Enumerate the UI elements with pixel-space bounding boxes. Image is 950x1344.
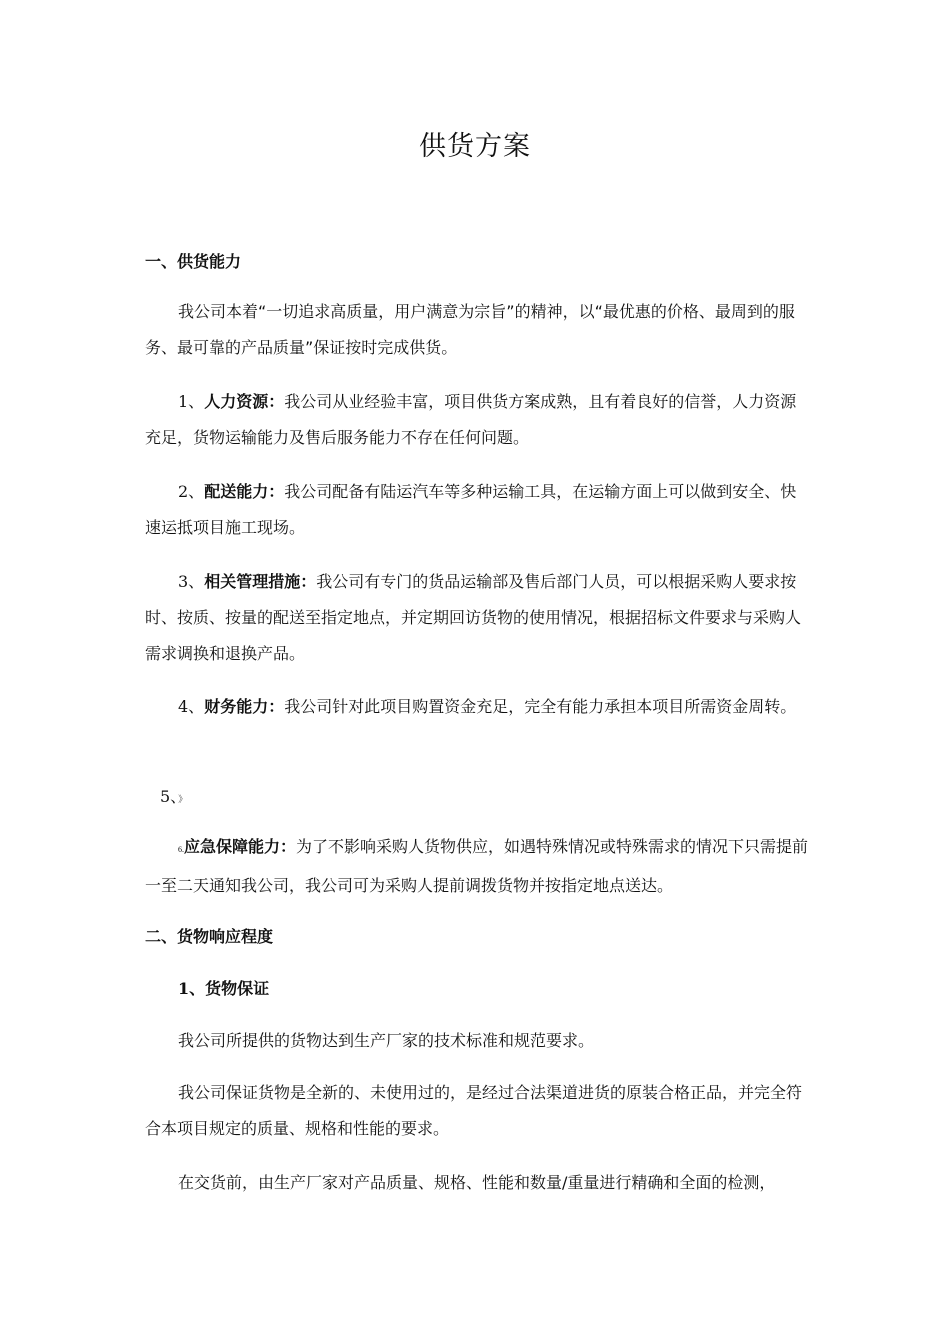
item-text: 我公司针对此项目购置资金充足，完全有能力承担本项目所需资金周转。 bbox=[284, 697, 797, 716]
section2-sub1 bbox=[145, 971, 810, 1007]
item-label: 相关管理措施： bbox=[204, 572, 317, 591]
supply-item-5 bbox=[160, 779, 825, 817]
item-number: 1、 bbox=[178, 979, 206, 998]
item-number: 1、 bbox=[178, 392, 205, 411]
item-text: 为了不影响采购人货物供应，如遇特殊情况或特殊需求的情况下只需提前一至二天通知我公司，我公司可为采购人提前调拨货物并按指定地点送达。 bbox=[145, 837, 809, 895]
section2-paragraph-3: 在交货前，由生产厂家对产品质量、规格、性能和数量/重量进行精确和全面的检测， bbox=[178, 1173, 776, 1192]
item-number: 6. bbox=[178, 845, 184, 854]
item-number: 4、 bbox=[178, 697, 205, 716]
supply-item-6 bbox=[145, 829, 810, 904]
section2-heading: 二、货物响应程度 bbox=[145, 927, 274, 946]
item-mark: 》 bbox=[178, 794, 188, 804]
item-number: 3、 bbox=[178, 572, 205, 591]
section2-paragraph-2: 我公司保证货物是全新的、未使用过的，是经过合法渠道进货的原装合格正品，并完全符合本项目规定的质量、规格和性能的要求。 bbox=[145, 1083, 803, 1138]
section2-paragraph-1: 我公司所提供的货物达到生产厂家的技术标准和规范要求。 bbox=[178, 1031, 595, 1050]
supply-item-1 bbox=[145, 384, 810, 456]
section1-heading: 一、供货能力 bbox=[145, 252, 242, 271]
item-label: 配送能力： bbox=[204, 482, 285, 501]
item-label: 人力资源： bbox=[204, 392, 285, 411]
supply-item-2 bbox=[145, 474, 810, 546]
supply-item-4 bbox=[145, 689, 810, 725]
item-text: 我公司有专门的货品运输部及售后部门人员，可以根据采购人要求按时、按质、按量的配送至指定地点，并定期回访货物的使用情况，根据招标文件要求与采购人需求调换和退换产品。 bbox=[145, 572, 802, 663]
item-label: 应急保障能力： bbox=[184, 837, 297, 856]
item-label: 财务能力： bbox=[204, 697, 285, 716]
supply-item-3 bbox=[145, 564, 810, 672]
item-number: 5、 bbox=[160, 787, 179, 806]
item-label: 货物保证 bbox=[205, 979, 270, 998]
item-text: 我公司从业经验丰富，项目供货方案成熟，且有着良好的信誉，人力资源充足，货物运输能力及售后服务能力不存在任何问题。 bbox=[145, 392, 797, 447]
document-title: 供货方案 bbox=[419, 131, 531, 162]
item-text: 我公司配备有陆运汽车等多种运输工具，在运输方面上可以做到安全、快速运抵项目施工现场。 bbox=[145, 482, 797, 537]
item-number: 2、 bbox=[178, 482, 205, 501]
section1-intro: 我公司本着“一切追求高质量，用户满意为宗旨”的精神，以“最优惠的价格、最周到的服务、最可靠的产品质量”保证按时完成供货。 bbox=[145, 302, 795, 357]
